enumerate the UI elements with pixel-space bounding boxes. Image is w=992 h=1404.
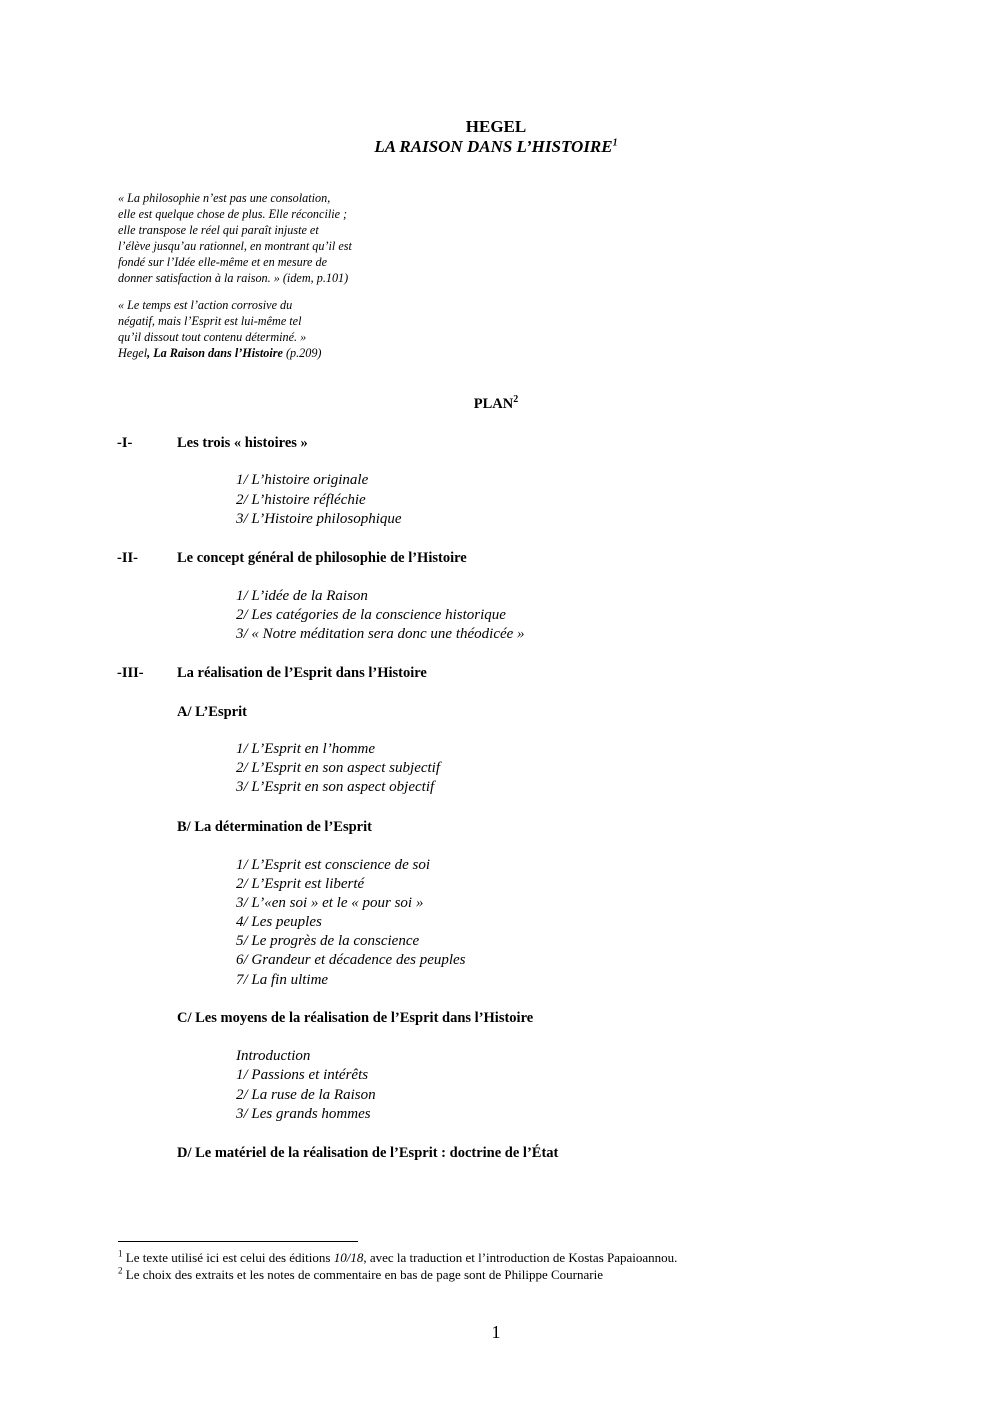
plan-item: 2/ L’Esprit est liberté xyxy=(236,876,365,892)
section-title-3: La réalisation de l’Esprit dans l’Histoire xyxy=(177,665,427,681)
subsection-title-a: A/ L’Esprit xyxy=(177,704,247,720)
footnote-text: Le choix des extraits et les notes de commentaire en bas de page sont de Philippe Cournarie xyxy=(122,1267,603,1282)
subsection-title-c: C/ Les moyens de la réalisation de l’Esprit dans l’Histoire xyxy=(177,1010,534,1026)
plan-item: 1/ L’histoire originale xyxy=(236,472,369,488)
footnote-separator xyxy=(118,1241,358,1242)
plan-item: 3/ « Notre méditation sera donc une théodicée » xyxy=(236,626,525,642)
section-number-2: -II- xyxy=(117,550,138,566)
title-work-text: LA RAISON DANS L’HISTOIRE xyxy=(374,137,613,156)
attribution-sep: , xyxy=(147,346,154,360)
epigraph-line: fondé sur l’Idée elle-même et en mesure de xyxy=(118,255,328,269)
footnote-ref-2[interactable]: 2 xyxy=(513,394,519,406)
footnote-ref-1[interactable]: 1 xyxy=(612,137,618,149)
epigraph-line: « La philosophie n’est pas une consolation, xyxy=(118,191,331,205)
footnote-text: Le texte utilisé ici est celui des éditions xyxy=(122,1250,334,1265)
plan-item: 2/ La ruse de la Raison xyxy=(236,1087,376,1103)
plan-item: 4/ Les peuples xyxy=(236,914,322,930)
attribution-work: La Raison dans l’Histoire xyxy=(153,346,283,360)
page-number: 1 xyxy=(491,1322,501,1342)
attribution-page: (p.209) xyxy=(282,346,322,360)
plan-heading xyxy=(0,396,992,413)
epigraph-1 xyxy=(118,190,352,286)
footnote-mark: 1 xyxy=(118,1248,123,1259)
plan-item: 1/ L’Esprit est conscience de soi xyxy=(236,857,430,873)
epigraph-line: elle est quelque chose de plus. Elle réconcilie ; xyxy=(118,207,348,221)
plan-item: 1/ L’idée de la Raison xyxy=(236,588,368,604)
epigraph-line: « Le temps est l’action corrosive du xyxy=(118,298,293,312)
epigraph-2 xyxy=(118,297,321,361)
subsection-title-d: D/ Le matériel de la réalisation de l’Esprit : doctrine de l’État xyxy=(177,1145,559,1161)
section-number-1: -I- xyxy=(117,435,133,451)
plan-item: 3/ L’Histoire philosophique xyxy=(236,511,402,527)
plan-item: 3/ Les grands hommes xyxy=(236,1106,371,1122)
footnote-emphasis: 10/18 xyxy=(333,1250,364,1265)
plan-item: 2/ Les catégories de la conscience historique xyxy=(236,607,506,623)
epigraph-line: négatif, mais l’Esprit est lui-même tel xyxy=(118,314,302,328)
footnote-text: , avec la traduction et l’introduction de Kostas Papaioannou. xyxy=(363,1250,678,1265)
plan-title: PLAN xyxy=(473,396,514,412)
epigraph-line: l’élève jusqu’au rationnel, en montrant qu’il est xyxy=(118,239,352,253)
title-work xyxy=(0,137,992,157)
footnote-2 xyxy=(118,1267,603,1283)
plan-item: 1/ Passions et intérêts xyxy=(236,1067,369,1083)
epigraph-line: elle transpose le réel qui paraît injuste et xyxy=(118,223,319,237)
attribution-author: Hegel xyxy=(118,346,148,360)
plan-item: 5/ Le progrès de la conscience xyxy=(236,933,420,949)
footnote-1 xyxy=(118,1250,677,1266)
section-title-1: Les trois « histoires » xyxy=(177,435,308,451)
footnote-mark: 2 xyxy=(118,1265,123,1276)
plan-item: 1/ L’Esprit en l’homme xyxy=(236,741,376,757)
epigraph-attribution xyxy=(118,345,321,361)
plan-item: 6/ Grandeur et décadence des peuples xyxy=(236,952,466,968)
plan-item: Introduction xyxy=(236,1048,311,1064)
subsection-title-b: B/ La détermination de l’Esprit xyxy=(177,819,372,835)
plan-item: 3/ L’«en soi » et le « pour soi » xyxy=(236,895,424,911)
title-author: HEGEL xyxy=(465,117,527,136)
epigraph-line: qu’il dissout tout contenu déterminé. » xyxy=(118,330,307,344)
plan-item: 2/ L’Esprit en son aspect subjectif xyxy=(236,760,441,776)
section-title-2: Le concept général de philosophie de l’Histoire xyxy=(177,550,467,566)
plan-item: 7/ La fin ultime xyxy=(236,972,329,988)
section-number-3: -III- xyxy=(117,665,144,681)
epigraph-line: donner satisfaction à la raison. » (idem, p.101) xyxy=(118,271,349,285)
document-title xyxy=(0,117,992,157)
plan-item: 2/ L’histoire réfléchie xyxy=(236,492,366,508)
plan-item: 3/ L’Esprit en son aspect objectif xyxy=(236,779,435,795)
